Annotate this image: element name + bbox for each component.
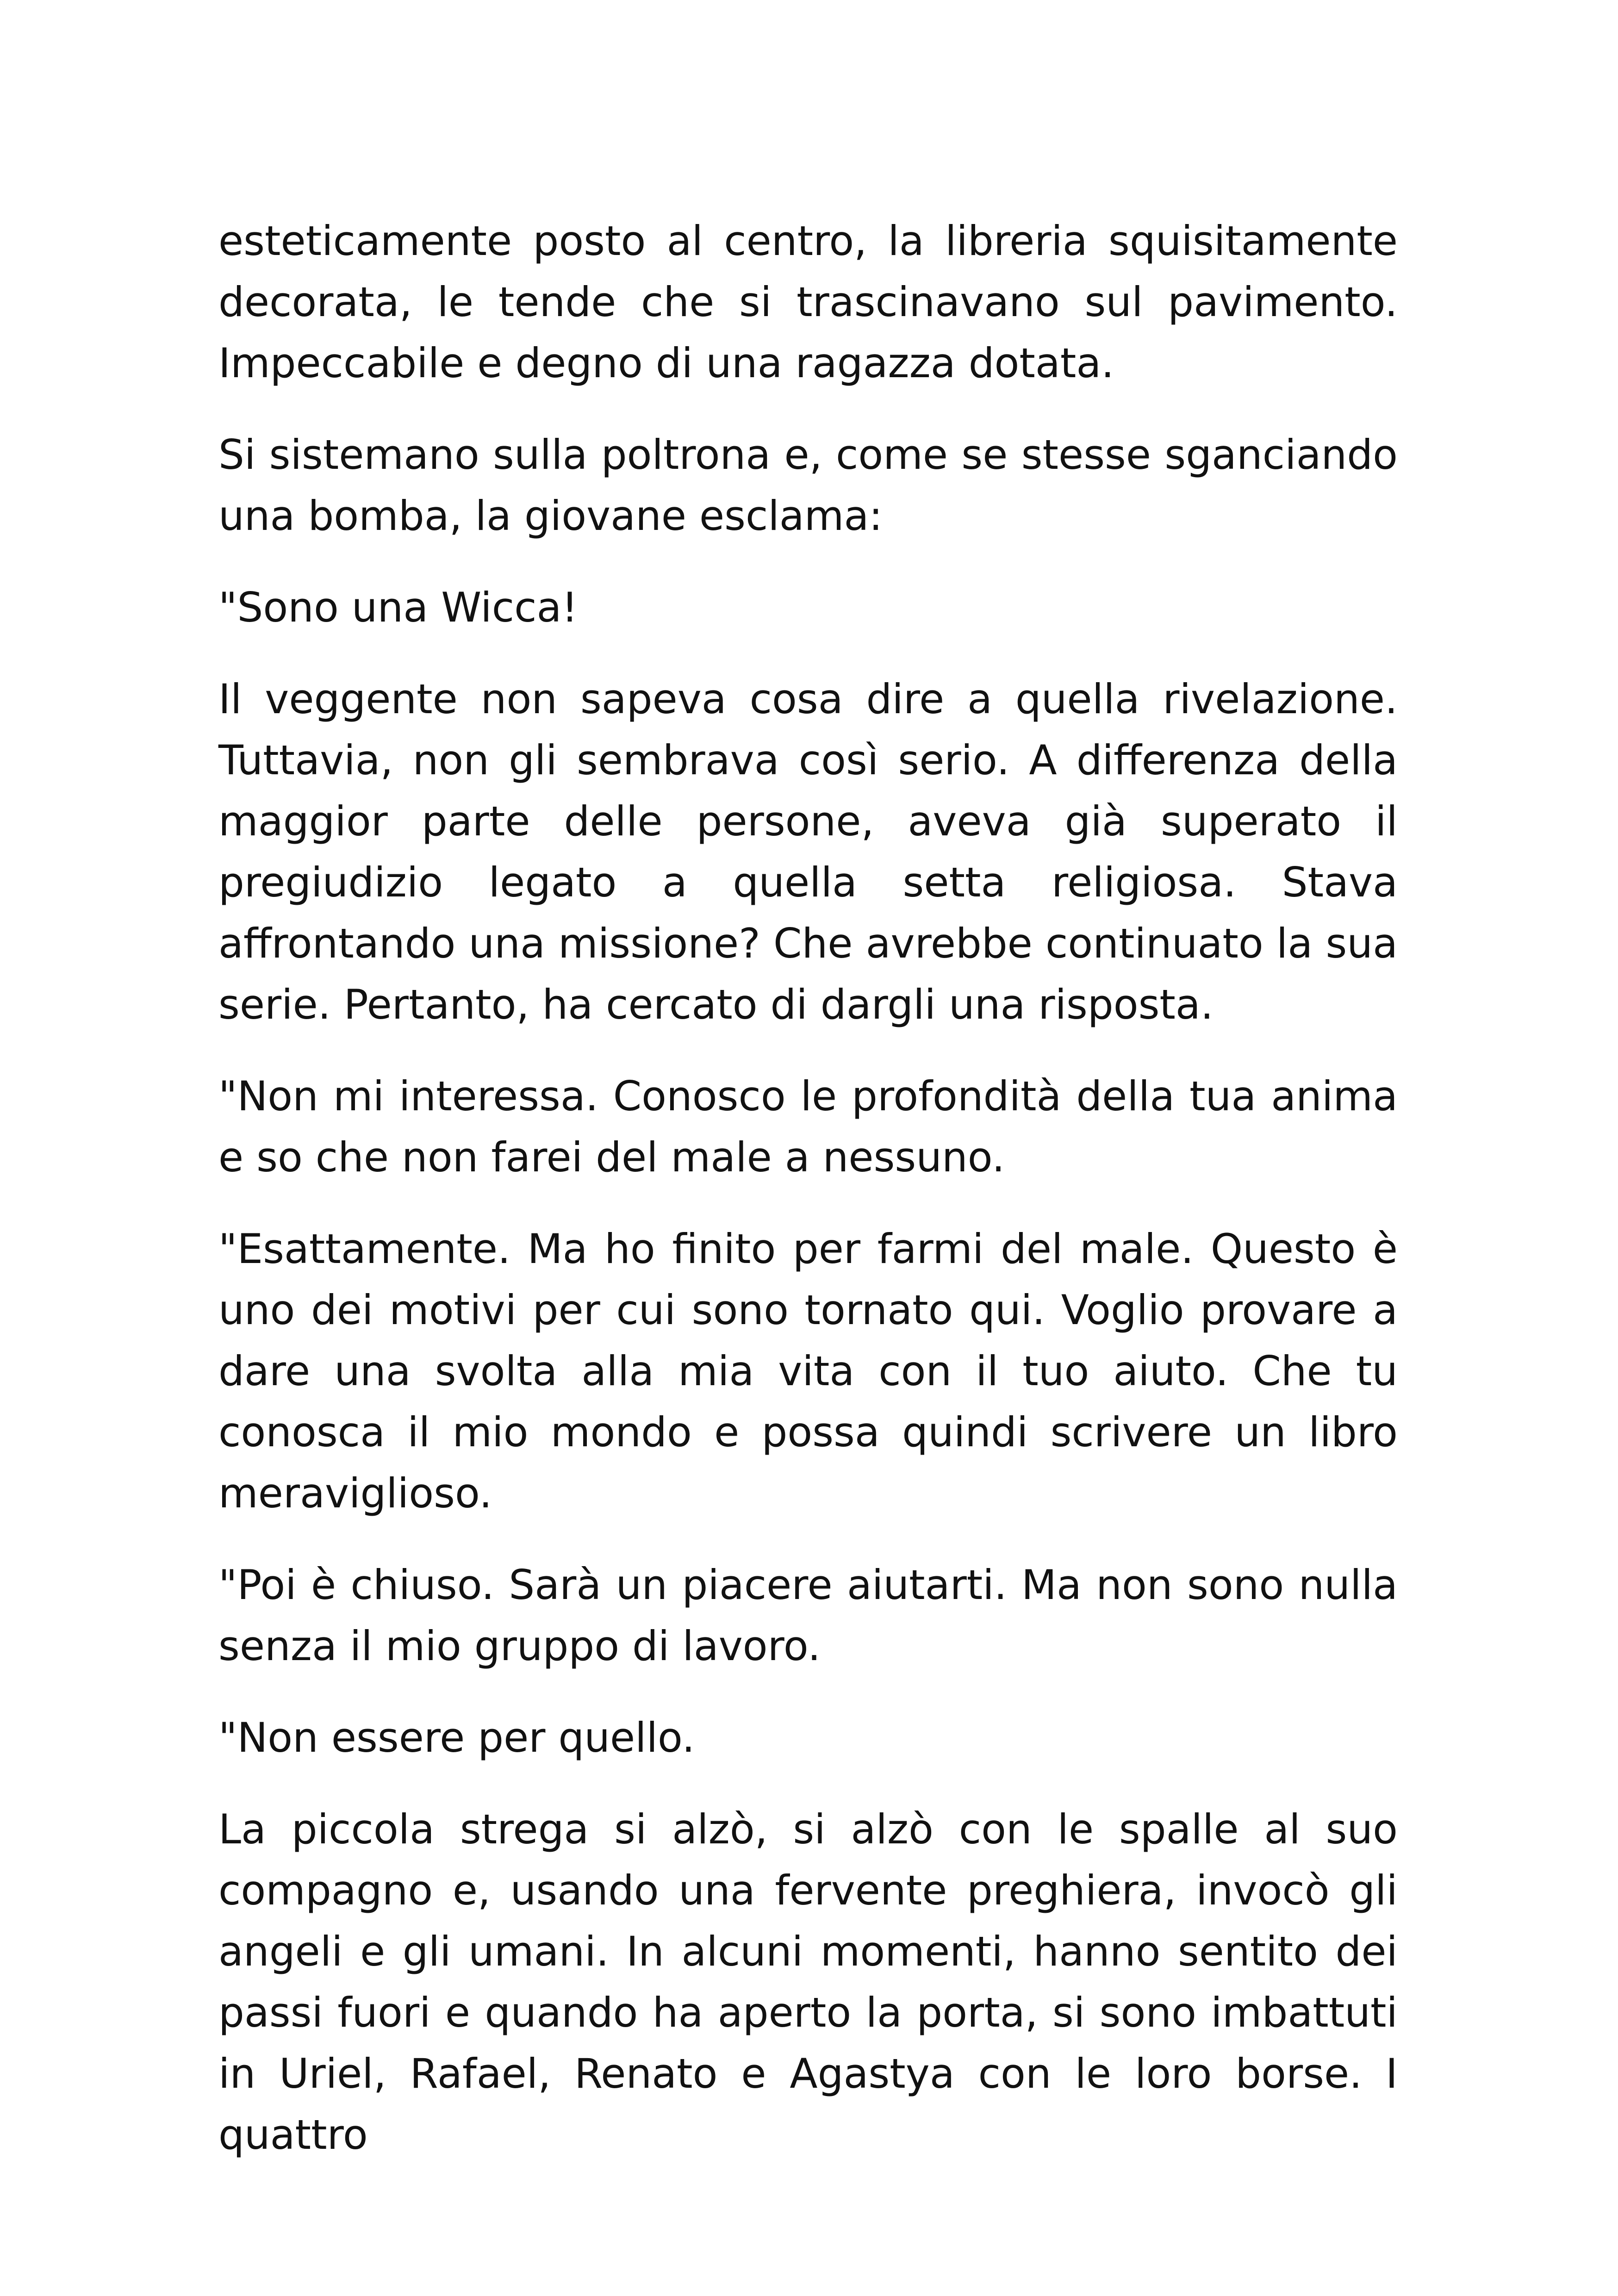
paragraph-4: Il veggente non sapeva cosa dire a quella rivelazione. Tuttavia, non gli sembrava così serio. A differenza della maggior parte delle persone, aveva già superato il pregiudizio legato a quella setta religiosa. Stava affrontando una missione? Che avrebbe continuato la sua serie. Pertanto, ha cercato di dargli una risposta. [218,675,1398,1028]
paragraph-2: Si sistemano sulla poltrona e, come se stesse sganciando una bomba, la giovane esclama: [218,431,1398,540]
paragraph-7: "Poi è chiuso. Sarà un piacere aiutarti. Ma non sono nulla senza il mio gruppo di lavoro. [218,1561,1398,1670]
paragraph-1: esteticamente posto al centro, la libreria squisitamente decorata, le tende che si trascinavano sul pavimento. Impeccabile e degno di una ragazza dotata. [218,217,1398,387]
paragraph-5: "Non mi interessa. Conosco le profondità della tua anima e so che non farei del male a nessuno. [218,1072,1398,1181]
paragraph-9: La piccola strega si alzò, si alzò con le spalle al suo compagno e, usando una fervente preghiera, invocò gli angeli e gli umani. In alcuni momenti, hanno sentito dei passi fuori e quando ha aperto la porta, si sono imbattuti in Uriel, Rafael, Renato e Agastya con le loro borse. I quattro [218,1805,1398,2159]
paragraph-3: "Sono una Wicca! [218,584,578,631]
paragraph-6: "Esattamente. Ma ho finito per farmi del male. Questo è uno dei motivi per cui sono tornato qui. Voglio provare a dare una svolta alla mia vita con il tuo aiuto. Che tu conosca il mio mondo e possa quindi scrivere un libro meraviglioso. [218,1225,1398,1517]
body-text [218,211,1398,2196]
paragraph-8: "Non essere per quello. [218,1714,695,1761]
